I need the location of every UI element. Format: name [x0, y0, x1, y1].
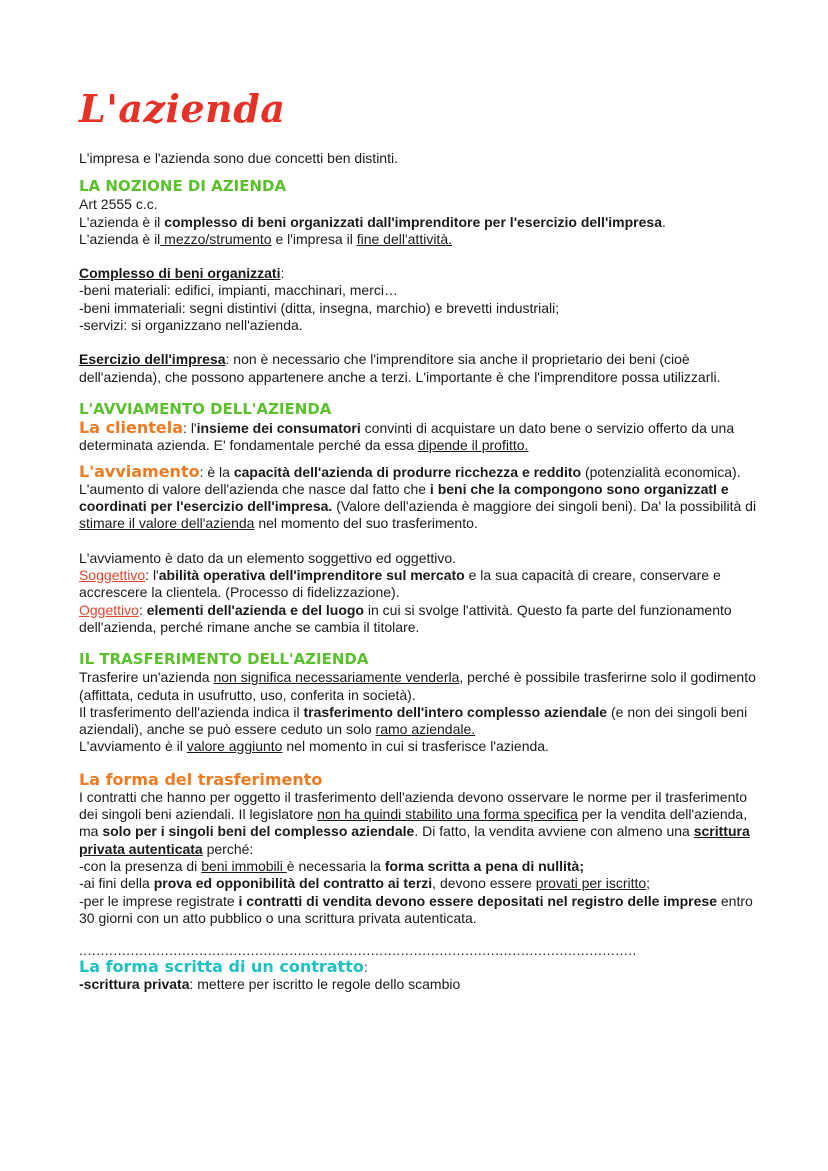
clientela-paragraph: La clientela: l'insieme dei consumatori convinti di acquistare un dato bene o servizio offerto da una determinata azienda. E' fondamentale perché da essa dipende il profitto.	[79, 417, 735, 454]
esercizio-paragraph: Esercizio dell'impresa: non è necessario che l'imprenditore sia anche il proprietario dei beni (cioè dell'azienda), che possono appartenere anche a terzi. L'importante è che l'imprenditore possa utilizzarli.	[79, 351, 721, 385]
bullet-beni-immobili: -con la presenza di beni immobili è necessaria la forma scritta a pena di nullità;	[79, 857, 584, 874]
document-page	[79, 86, 759, 994]
section-heading-avviamento: L'AVVIAMENTO DELL'AZIENDA	[79, 399, 332, 418]
beni-item-immateriali: -beni immateriali: segni distintivi (ditta, insegna, marchio) e brevetti industriali;	[79, 299, 560, 316]
contratti-paragraph: I contratti che hanno per oggetto il trasferimento dell'azienda devono osservare le norme per il trasferimento dei singoli beni aziendali. Il legislatore non ha quindi stabilito una forma specifica per la vendita dell'azienda, ma solo per i singoli beni del complesso aziendale. Di fatto, la vendita avviene con almeno una scrittura privata autenticata perché:	[79, 788, 750, 857]
page-title: L'azienda	[79, 86, 286, 131]
valore-aggiunto-line: L'avviamento è il valore aggiunto nel momento in cui si trasferisce l'azienda.	[79, 738, 549, 755]
intro-paragraph: L'impresa e l'azienda sono due concetti ben distinti.	[79, 150, 398, 166]
oggettivo-paragraph: Oggettivo: elementi dell'azienda e del luogo in cui si svolge l'attività. Questo fa parte del funzionamento dell'azienda, perché rimane anche se cambia il titolare.	[79, 601, 732, 635]
beni-item-materiali: -beni materiali: edifici, impianti, macchinari, merci…	[79, 282, 398, 299]
article-reference: Art 2555 c.c.	[79, 196, 158, 213]
beni-heading: Complesso di beni organizzati:	[79, 265, 285, 282]
scrittura-privata-line: -scrittura privata: mettere per iscritto le regole dello scambio	[79, 976, 461, 993]
bullet-prova-opponibilita: -ai fini della prova ed opponibilità del contratto ai terzi, devono essere provati per iscritto;	[79, 875, 651, 892]
section-heading-trasferimento: IL TRASFERIMENTO DELL'AZIENDA	[79, 650, 369, 669]
definition-line: L'azienda è il complesso di beni organizzati dall'imprenditore per l'esercizio dell'impresa.	[79, 213, 666, 230]
avviamento-paragraph: L'avviamento: è la capacità dell'azienda di produrre ricchezza e reddito (potenzialità economica).	[79, 461, 741, 481]
section-heading-forma-trasferimento: La forma del trasferimento	[79, 769, 323, 789]
dotted-divider: ..................................................................................................................................	[79, 943, 637, 958]
aumento-valore-paragraph: L'aumento di valore dell'azienda che nasce dal fatto che i beni che la compongono sono organizzatI e coordinati per l'esercizio dell'impresa. (Valore dell'azienda è maggiore dei singoli beni). Da' la possibilità di stimare il valore dell'azienda nel momento del suo trasferimento.	[79, 480, 757, 532]
section-heading-forma-scritta: La forma scritta di un contratto:	[79, 957, 368, 977]
beni-item-servizi: -servizi: si organizzano nell'azienda.	[79, 317, 303, 334]
elementi-line: L'avviamento è dato da un elemento soggettivo ed oggettivo.	[79, 549, 457, 566]
mezzo-fine-line: L'azienda è il mezzo/strumento e l'impresa il fine dell'attività.	[79, 230, 452, 247]
trasferire-paragraph: Trasferire un'azienda non significa necessariamente venderla, perché è possibile trasferirne solo il godimento (affittata, ceduta in usufrutto, uso, conferita in società).	[79, 669, 756, 703]
section-heading-nozione: LA NOZIONE DI AZIENDA	[79, 177, 287, 196]
trasferimento-complesso-paragraph: Il trasferimento dell'azienda indica il trasferimento dell'intero complesso aziendale (e non dei singoli beni aziendali), anche se può essere ceduto un solo ramo aziendale.	[79, 703, 748, 738]
bullet-imprese-registrate: -per le imprese registrate i contratti di vendita devono essere depositati nel registro delle imprese entro 30 giorni con un atto pubblico o una scrittura privata autenticata.	[79, 892, 753, 926]
soggettivo-paragraph: Soggettivo: l'abilità operativa dell'imprenditore sul mercato e la sua capacità di creare, conservare e accrescere la clientela. (Processo di fidelizzazione).	[79, 567, 721, 601]
